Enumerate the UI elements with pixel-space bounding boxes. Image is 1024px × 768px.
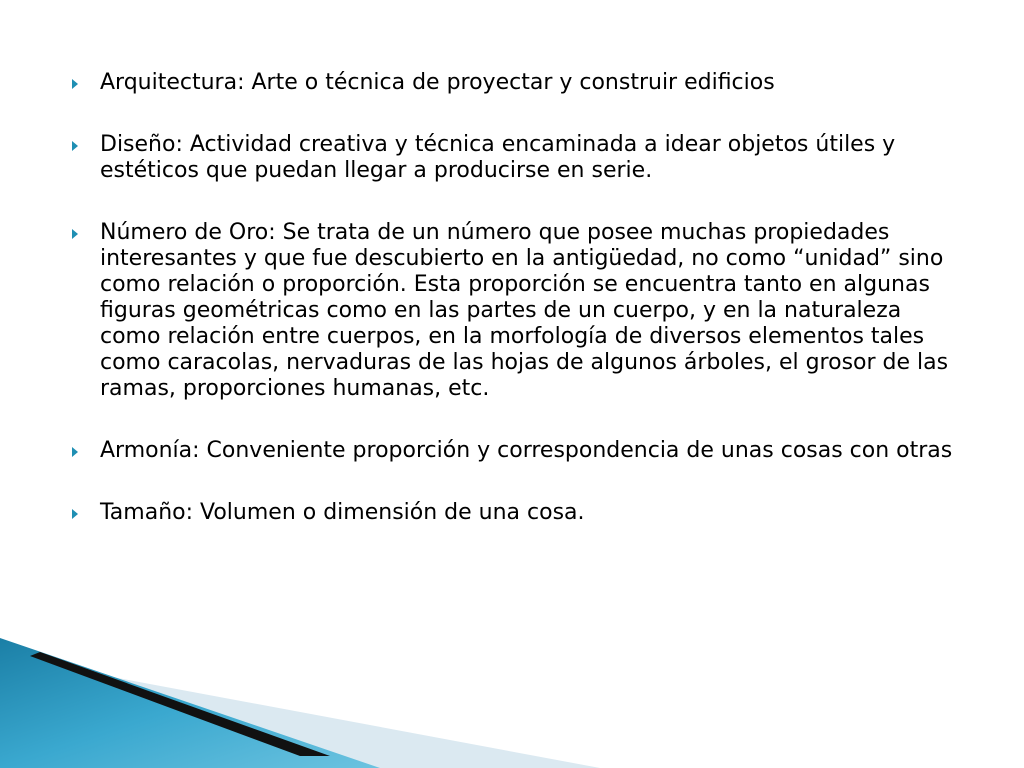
decorative-wave-graphic <box>0 638 1024 768</box>
triangle-bullet-icon <box>72 141 78 151</box>
term-label: Diseño: <box>100 132 183 157</box>
definition-list <box>72 70 962 562</box>
list-item-armonia <box>72 438 962 464</box>
dark-wave-stripe <box>30 652 330 756</box>
term-label: Número de Oro: <box>100 220 276 245</box>
definition-text: Actividad creativa y técnica encaminada a idear objetos útiles y estéticos que puedan llegar a producirse en serie. <box>100 132 896 183</box>
list-item-diseno <box>72 132 962 184</box>
term-label: Arquitectura: <box>100 70 245 95</box>
definition-text: Se trata de un número que posee muchas propiedades interesantes y que fue descubierto en la antigüedad, no como “unidad” sino como relación o proporción. Esta proporción se encuentra tanto en algunas figuras geométricas como en las partes de un cuerpo, y en la naturaleza como relación entre cuerpos, en la morfología de diversos elementos tales como caracolas, nervaduras de las hojas de algunos árboles, el grosor de las ramas, proporciones humanas, etc. <box>100 220 949 401</box>
list-item-arquitectura <box>72 70 962 96</box>
term-label: Armonía <box>100 438 193 463</box>
light-wave-band <box>0 656 600 768</box>
term-label: Tamaño: <box>100 500 194 525</box>
blue-wave-band <box>0 638 380 768</box>
triangle-bullet-icon <box>72 229 78 239</box>
triangle-bullet-icon <box>72 79 78 89</box>
triangle-bullet-icon <box>72 447 78 457</box>
triangle-bullet-icon <box>72 509 78 519</box>
list-item-tamano <box>72 500 962 526</box>
definition-text: : Conveniente proporción y correspondencia de unas cosas con otras <box>192 438 953 463</box>
definition-text: Volumen o dimensión de una cosa. <box>193 500 585 525</box>
list-item-numero-de-oro <box>72 220 962 402</box>
definition-text: Arte o técnica de proyectar y construir edificios <box>244 70 775 95</box>
